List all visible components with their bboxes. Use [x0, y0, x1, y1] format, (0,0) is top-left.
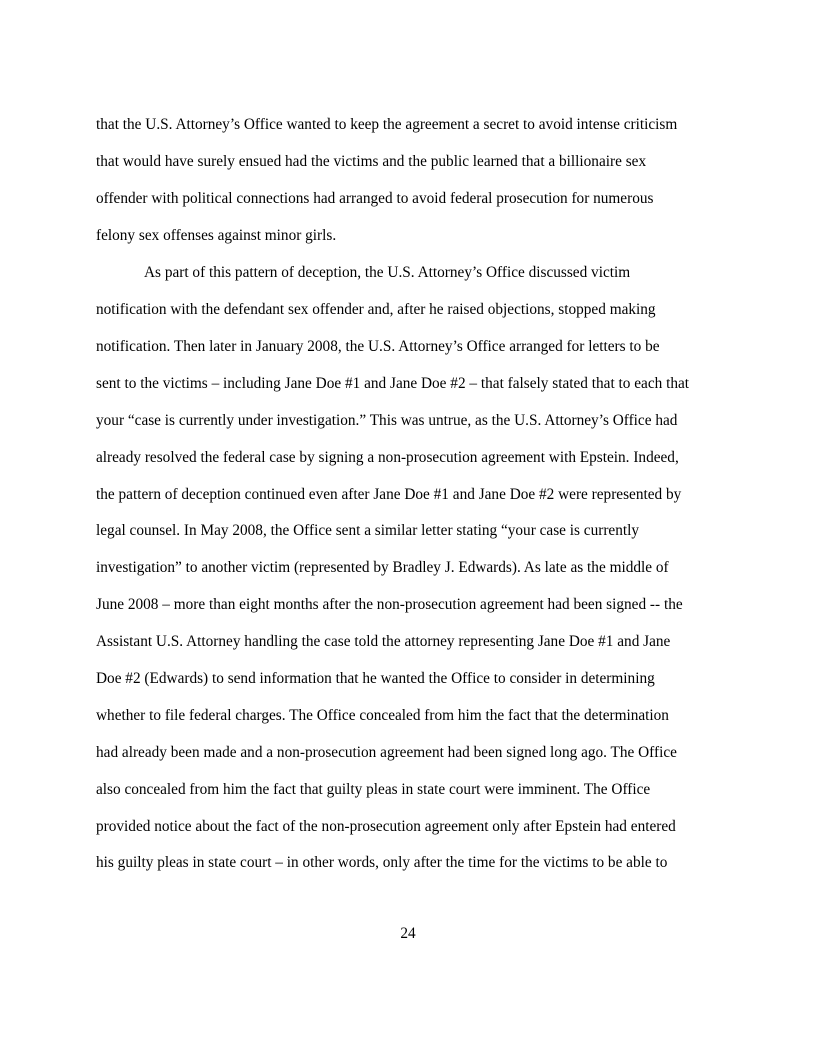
- text-line: also concealed from him the fact that guilty pleas in state court were imminent. The Office: [96, 781, 651, 798]
- text-line: whether to file federal charges. The Office concealed from him the fact that the determination: [96, 707, 669, 724]
- text-line: offender with political connections had arranged to avoid federal prosecution for numerous: [96, 190, 654, 207]
- text-line: Doe #2 (Edwards) to send information that he wanted the Office to consider in determining: [96, 670, 655, 687]
- text-line: investigation” to another victim (represented by Bradley J. Edwards). As late as the middle of: [96, 559, 669, 576]
- text-line: your “case is currently under investigation.” This was untrue, as the U.S. Attorney’s Office had: [96, 412, 678, 429]
- paragraph-first-line: As part of this pattern of deception, the U.S. Attorney’s Office discussed victim: [144, 264, 631, 281]
- text-line: felony sex offenses against minor girls.: [96, 227, 337, 244]
- text-line: notification. Then later in January 2008, the U.S. Attorney’s Office arranged for letters to be: [96, 338, 660, 355]
- text-line: provided notice about the fact of the non-prosecution agreement only after Epstein had entered: [96, 818, 676, 835]
- text-line: notification with the defendant sex offender and, after he raised objections, stopped making: [96, 301, 656, 318]
- text-line: the pattern of deception continued even after Jane Doe #1 and Jane Doe #2 were represented by: [96, 486, 682, 503]
- text-line: his guilty pleas in state court – in other words, only after the time for the victims to be able to: [96, 854, 668, 871]
- text-line: Assistant U.S. Attorney handling the case told the attorney representing Jane Doe #1 and Jane: [96, 633, 671, 650]
- text-line: legal counsel. In May 2008, the Office sent a similar letter stating “your case is currently: [96, 522, 640, 539]
- page-number: 24: [400, 925, 416, 942]
- text-line: had already been made and a non-prosecution agreement had been signed long ago. The Office: [96, 744, 677, 761]
- text-line: already resolved the federal case by signing a non-prosecution agreement with Epstein. Indeed,: [96, 449, 679, 466]
- text-line: June 2008 – more than eight months after the non-prosecution agreement had been signed -- the: [96, 596, 683, 613]
- text-line: sent to the victims – including Jane Doe #1 and Jane Doe #2 – that falsely stated that to each that: [96, 375, 690, 392]
- text-line: that the U.S. Attorney’s Office wanted to keep the agreement a secret to avoid intense criticism: [96, 116, 678, 133]
- text-line: that would have surely ensued had the victims and the public learned that a billionaire sex: [96, 153, 647, 170]
